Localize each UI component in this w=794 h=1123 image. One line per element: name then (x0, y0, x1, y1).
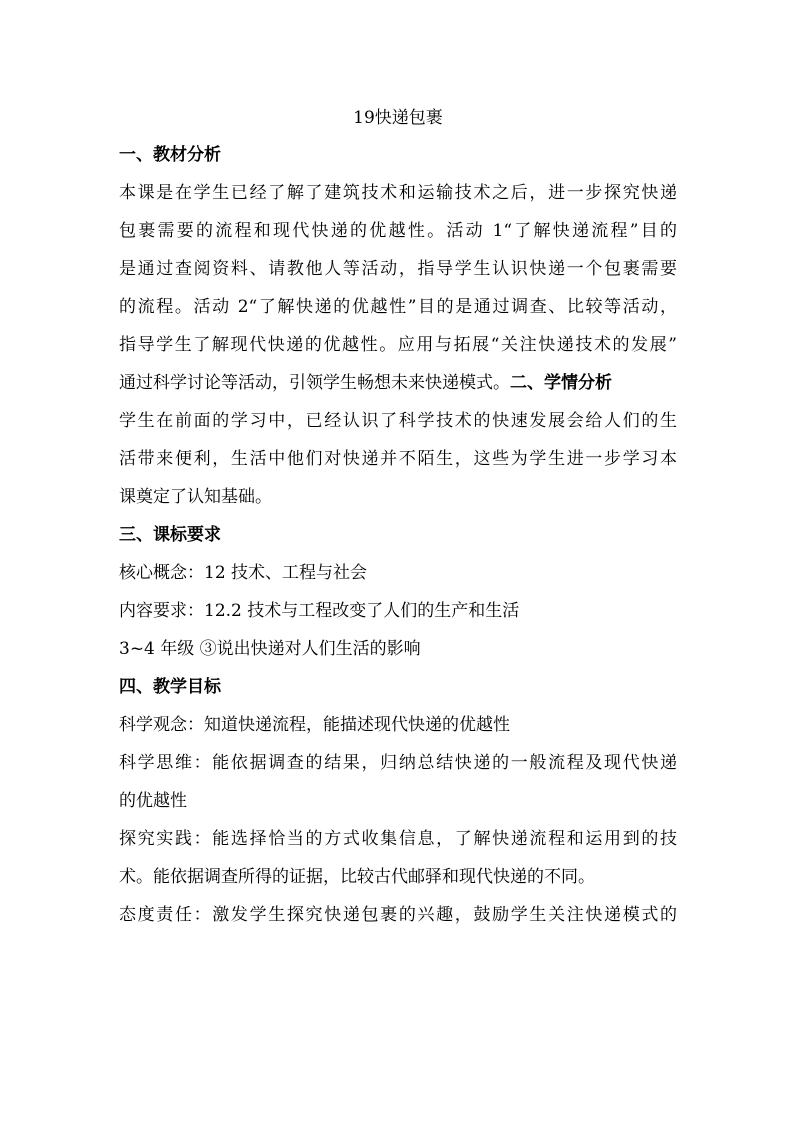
paragraph-line: 3~4 年级 ③说出快递对人们生活的影响 (119, 639, 421, 659)
paragraph-line: 内容要求：12.2 技术与工程改变了人们的生产和生活 (119, 601, 520, 621)
paragraph-line: 学生在前面的学习中，已经认识了科学技术的快速发展会给人们的生 (119, 411, 677, 431)
paragraph-line-with-inline-heading (119, 364, 677, 402)
section-heading-curriculum-requirements: 三、课标要求 (119, 525, 221, 545)
section-heading-student-analysis: 二、学情分析 (510, 373, 612, 393)
paragraph-line: 活带来便利，生活中他们对快递并不陌生，这些为学生进一步学习本 (119, 449, 677, 469)
paragraph-line: 核心概念：12 技术、工程与社会 (119, 563, 368, 583)
paragraph-text: 通过科学讨论等活动，引领学生畅想未来快递模式。 (119, 373, 510, 393)
paragraph-line: 指导学生了解现代快递的优越性。应用与拓展“关注快递技术的发展” (119, 335, 677, 355)
paragraph-line: 探究实践：能选择恰当的方式收集信息，了解快递流程和运用到的技 (119, 829, 677, 849)
paragraph-line: 科学观念：知道快递流程，能描述现代快递的优越性 (119, 715, 510, 735)
paragraph-line: 科学思维：能依据调查的结果，归纳总结快递的一般流程及现代快递 (119, 753, 677, 773)
paragraph-line: 是通过查阅资料、请教他人等活动，指导学生认识快递一个包裹需要 (119, 259, 677, 279)
paragraph-line: 的流程。活动 2“了解快递的优越性”目的是通过调查、比较等活动， (119, 297, 677, 317)
document-title: 19快递包裹 (353, 108, 443, 128)
paragraph-line: 课奠定了认知基础。 (119, 487, 272, 507)
paragraph-line: 包裹需要的流程和现代快递的优越性。活动 1“了解快递流程”目的 (119, 221, 677, 241)
paragraph-line: 本课是在学生已经了解了建筑技术和运输技术之后，进一步探究快递 (119, 183, 677, 203)
document-page (119, 104, 677, 934)
paragraph-line: 术。能依据调查所得的证据，比较古代邮驿和现代快递的不同。 (119, 867, 595, 887)
section-heading-teaching-goals: 四、教学目标 (119, 677, 221, 697)
paragraph-line: 态度责任：激发学生探究快递包裹的兴趣，鼓励学生关注快递模式的 (119, 905, 677, 925)
section-heading-textbook-analysis: 一、教材分析 (119, 145, 221, 165)
paragraph-line: 的优越性 (119, 791, 187, 811)
